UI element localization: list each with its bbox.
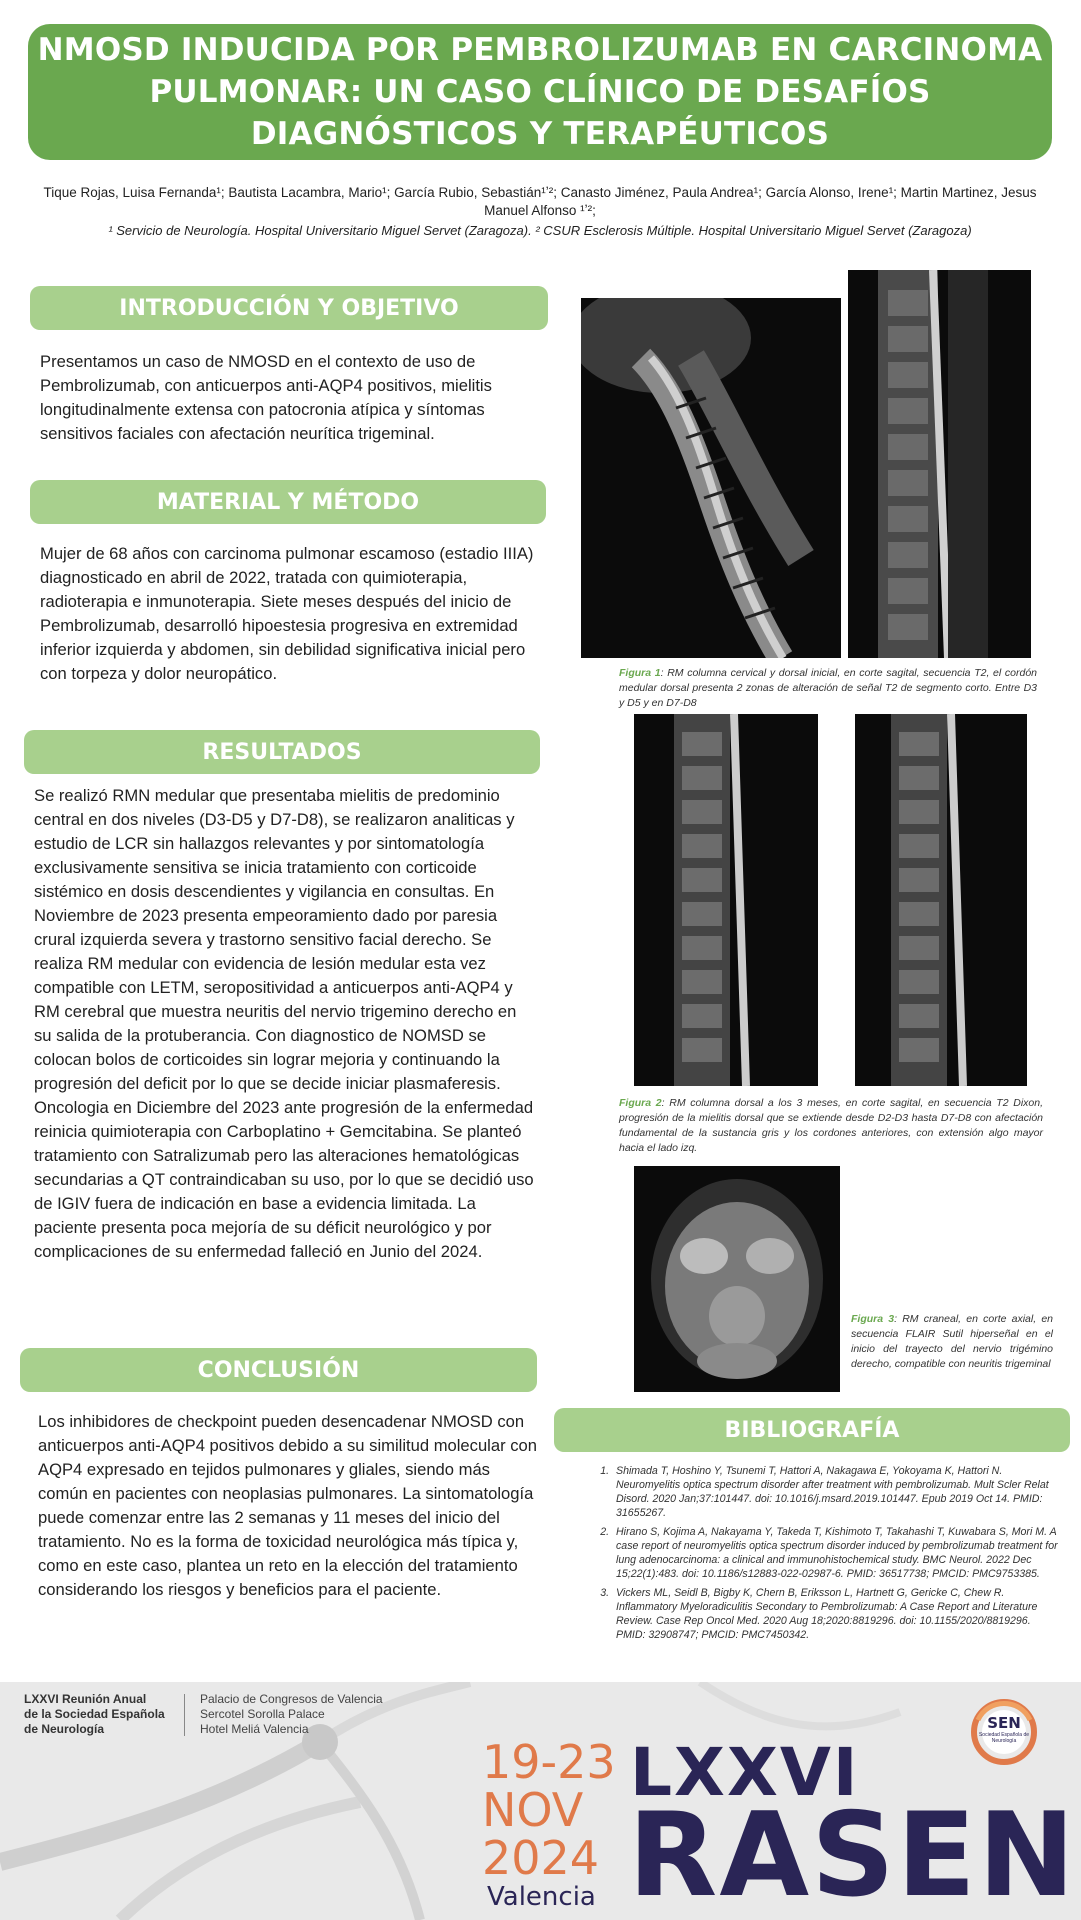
congress-footer	[0, 1682, 1081, 1920]
results-text: Se realizó RMN medular que presentaba mielitis de predominio central en dos niveles (D3-D5 y D7-D8), se realizaron analiticas y estudio de LCR sin hallazgos relevantes y por sintomatología exclusivamente sensitiva se inicia tratamiento con corticoide sistémico en dosis descendientes y vigilancia en consultas. En Noviembre de 2023 presenta empeoramiento dado por paresia crural izquierda severa y trastorno sensitivo facial derecho. Se realiza RM medular con evidencia de lesión medular esta vez compatible con LETM, seropositividad a anticuerpos anti-AQP4 y RM cerebral que muestra neuritis del nervio trigemino derecho en su salida de la protuberancia. Con diagnostico de NOMSD se colocan bolos de corticoides sin lograr mejoria y continuando la progresión del deficit por lo que se decide iniciar plasmaferesis. Oncologia en Diciembre del 2023 ante progresión de la enfermedad reinicia quimioterapia con Carboplatino + Gemcitabina. Se planteó tratamiento con Satralizumab pero las alteraciones hematológicas secundarias a QT contraindicaban su uso, por lo que se decidió uso de IGIV fuera de indicación en base a evidencia limitada. La paciente presenta poca mejoría de su déficit neurológico y por complicaciones de su enfermedad falleció en Junio del 2024.	[34, 786, 534, 1261]
congress-city: Valencia	[487, 1882, 596, 1912]
footer-divider	[184, 1694, 185, 1736]
affiliations-line: ¹ Servicio de Neurología. Hospital Universitario Miguel Servet (Zaragoza). ² CSUR Esclerosis Múltiple. Hospital Universitario Miguel Servet (Zaragoza)	[108, 223, 972, 238]
figure-3-text: : RM craneal, en corte axial, en secuencia FLAIR Sutil hiperseñal en el inicio del trayecto del nervio trigémino derecho, compatible con neuritis trigeminal	[851, 1313, 1053, 1370]
figure-3-caption	[851, 1312, 1053, 1372]
figure-1-text: : RM columna cervical y dorsal inicial, en corte sagital, secuencia T2, el cordón medular dorsal presenta 2 zonas de alteración de señal T2 de segmento corto. Entre D3 y D5 y en D7-D8	[619, 667, 1037, 709]
mri-dorsal-sagittal-image	[848, 270, 1031, 658]
mri-dorsal-3months-right-image	[855, 714, 1027, 1086]
intro-text: Presentamos un caso de NMOSD en el contexto de uso de Pembrolizumab, con anticuerpos anti-AQP4 positivos, mielitis longitudinalmente extensa con patocronia atípica y síntomas sensitivos faciales con afectación neurítica trigeminal.	[40, 352, 492, 443]
figure-2-text: : RM columna dorsal a los 3 meses, en corte sagital, en secuencia T2 Dixon, progresión de la mielitis dorsal que se extiende desde D2-D3 hasta D7-D8 con afectación fundamental de la sustancia gris y los cordones anteriores, con extensión algo mayor hacia el lado izq.	[619, 1097, 1044, 1154]
intro-heading	[30, 286, 548, 330]
date-days: 19-23	[482, 1735, 616, 1789]
figure-1-label: Figura 1	[619, 667, 661, 679]
poster-title: NMOSD INDUCIDA POR PEMBROLIZUMAB EN CARCINOMA PULMONAR: UN CASO CLÍNICO DE DESAFÍOS DIAGNÓSTICOS Y TERAPÉUTICOS	[37, 32, 1043, 152]
title-banner	[28, 24, 1052, 160]
figure-3-label: Figura 3	[851, 1313, 895, 1325]
brand-name: RASEN	[628, 1788, 1077, 1920]
method-heading	[30, 480, 546, 524]
venue-line: Palacio de Congresos de Valencia	[200, 1692, 383, 1706]
reference-item: 1. Shimada T, Hoshino Y, Tsunemi T, Hattori A, Nakagawa E, Yokoyama K, Hattori N. Neuromyelitis optica spectrum disorder after treatment with pembrolizumab. Mult Scler Relat Disord. 2020 Jan;37:101447. doi: 10.1016/j.msard.2019.101447. Epub 2019 Oct 14. PMID: 31655267.	[612, 1464, 1060, 1520]
figure-1-caption	[619, 666, 1037, 711]
mri-cervical-sagittal-image	[581, 298, 841, 658]
mri-dorsal-3months-left-image	[634, 714, 818, 1086]
venue-list	[200, 1692, 383, 1737]
meeting-line: LXXVI Reunión Anual	[24, 1692, 147, 1706]
meeting-name	[24, 1692, 165, 1737]
method-heading-text: MATERIAL Y MÉTODO	[156, 489, 420, 515]
conclusion-heading	[20, 1348, 537, 1392]
reference-item: 3. Vickers ML, Seidl B, Bigby K, Chern B, Eriksson L, Hartnett G, Gericke C, Chew R. Inflammatory Myeloradiculitis Secondary to Pembrolizumab: A Case Report and Literature Review. Case Rep Oncol Med. 2020 Aug 18;2020:8819296. doi: 10.1155/2020/8819296. PMID: 32908747; PMCID: PMC7450342.	[612, 1586, 1060, 1642]
meeting-line: de la Sociedad Española	[24, 1707, 165, 1721]
mri-cranial-axial-image	[634, 1166, 840, 1392]
venue-line: Sercotel Sorolla Palace	[200, 1707, 325, 1721]
conclusion-text: Los inhibidores de checkpoint pueden desencadenar NMOSD con anticuerpos anti-AQP4 positivos debido a su similitud molecular con AQP4 expresado en tejidos pulmonares y gliales, siendo más común en pacientes con neoplasias pulmonares. La sintomatología puede comenzar entre las 2 semanas y 11 meses del inicio del tratamiento. No es la forma de toxicidad neurológica más típica y, como en este caso, plantea un reto en la elección del tratamiento considerando los riesgos y beneficios para el paciente.	[38, 1412, 537, 1599]
intro-heading-text: INTRODUCCIÓN Y OBJETIVO	[119, 295, 459, 321]
reference-item: 2. Hirano S, Kojima A, Nakayama Y, Takeda T, Kishimoto T, Takahashi T, Kuwabara S, Mori M. A case report of neuromyelitis optica spectrum disorder induced by pembrolizumab treatment for lung adenocarcinoma: a clinical and immunohistochemical study. BMC Neurol. 2022 Dec 15;22(1):483. doi: 10.1186/s12883-022-02987-6. PMID: 36517738; PMCID: PMC9753385.	[612, 1525, 1060, 1581]
date-month: NOV	[482, 1783, 584, 1837]
method-text: Mujer de 68 años con carcinoma pulmonar escamoso (estadio IIIA) diagnosticado en abril de 2022, tratada con quimioterapia, radioterapia e inmunoterapia. Siete meses después del inicio de Pembrolizumab, desarrolló hipoestesia progresiva en extremidad inferior izquierda y abdomen, sin debilidad significativa inicial pero con torpeza y dolor neuropático.	[40, 544, 534, 683]
figure-2-label: Figura 2	[619, 1097, 662, 1109]
bibliography-list	[580, 1464, 1060, 1647]
results-heading	[24, 730, 540, 774]
figure-2-caption	[619, 1096, 1043, 1156]
sen-logo-subtext: Sociedad Española de Neurología	[978, 1732, 1030, 1744]
date-year: 2024	[482, 1831, 600, 1885]
conclusion-heading-text: CONCLUSIÓN	[197, 1357, 360, 1383]
biblio-heading	[554, 1408, 1070, 1452]
meeting-line: de Neurología	[24, 1722, 105, 1736]
sen-logo-text: SEN	[987, 1714, 1021, 1732]
edition-number: LXXVI	[630, 1734, 860, 1811]
biblio-heading-text: BIBLIOGRAFÍA	[724, 1417, 900, 1443]
authors-line: Tique Rojas, Luisa Fernanda¹; Bautista Lacambra, Mario¹; García Rubio, Sebastián¹ʼ²; Canasto Jiménez, Paula Andrea¹; García Alonso, Irene¹; Martin Martinez, Jesus Manuel Alfonso ¹ʼ²;	[43, 185, 1037, 218]
results-heading-text: RESULTADOS	[202, 739, 362, 765]
congress-dates	[482, 1735, 616, 1885]
venue-line: Hotel Meliá Valencia	[200, 1722, 309, 1736]
